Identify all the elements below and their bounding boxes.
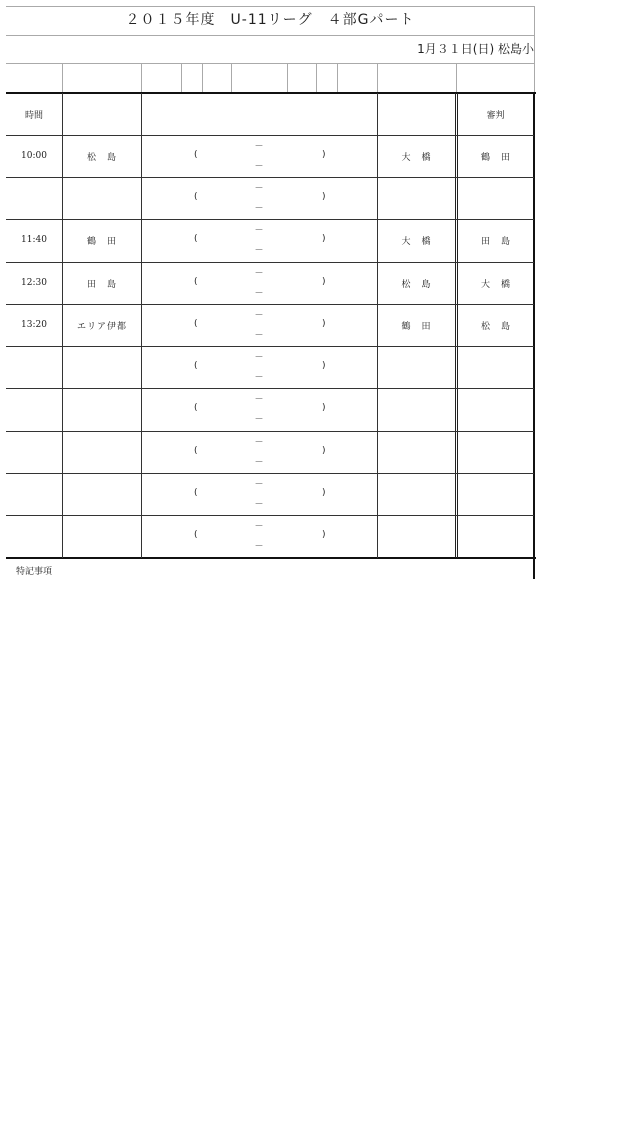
score-open-paren: ( <box>194 446 198 456</box>
team-b: 鶴 田 <box>401 321 432 332</box>
match-time: 11:40 <box>21 235 47 245</box>
referee <box>458 515 534 557</box>
team-b: 大 橋 <box>401 152 432 163</box>
match-time <box>6 473 62 515</box>
score-dash-top: － <box>254 269 264 279</box>
score-dash-top: － <box>254 480 264 490</box>
score-close-paren: ) <box>322 150 326 160</box>
team-b <box>378 431 455 473</box>
score-open-paren: ( <box>194 277 198 287</box>
score-dash-top: － <box>254 395 264 405</box>
score-close-paren: ) <box>322 530 326 540</box>
score-dash-bottom: － <box>254 373 264 383</box>
score-dash-top: － <box>254 438 264 448</box>
team-b <box>378 473 455 515</box>
team-a <box>63 388 141 430</box>
header-time: 時間 <box>24 110 43 121</box>
team-a: 田 島 <box>86 279 117 290</box>
score-dash-top: － <box>254 184 264 194</box>
date-venue: 1月３１日(日) 松島小 <box>417 42 534 56</box>
match-time: 12:30 <box>21 278 47 288</box>
team-b <box>378 515 455 557</box>
header-referee: 審判 <box>486 110 505 121</box>
score-close-paren: ) <box>322 234 326 244</box>
team-a <box>63 515 141 557</box>
score-open-paren: ( <box>194 150 198 160</box>
score-close-paren: ) <box>322 446 326 456</box>
match-time <box>6 515 62 557</box>
referee: 松 島 <box>480 321 511 332</box>
score-close-paren: ) <box>322 361 326 371</box>
score-dash-bottom: － <box>254 204 264 214</box>
score-close-paren: ) <box>322 277 326 287</box>
score-dash-bottom: － <box>254 246 264 256</box>
score-close-paren: ) <box>322 403 326 413</box>
team-a: 松 島 <box>86 152 117 163</box>
col-divider <box>141 93 142 558</box>
match-time: 10:00 <box>21 151 47 161</box>
score-dash-top: － <box>254 522 264 532</box>
score-dash-bottom: － <box>254 289 264 299</box>
score-open-paren: ( <box>194 234 198 244</box>
match-time <box>6 177 62 219</box>
referee <box>458 388 534 430</box>
score-open-paren: ( <box>194 403 198 413</box>
referee: 大 橋 <box>480 279 511 290</box>
team-b: 大 橋 <box>401 236 432 247</box>
score-dash-top: － <box>254 311 264 321</box>
score-dash-top: － <box>254 142 264 152</box>
match-time <box>6 388 62 430</box>
score-dash-bottom: － <box>254 458 264 468</box>
match-time <box>6 346 62 388</box>
referee <box>458 473 534 515</box>
team-a <box>63 346 141 388</box>
referee: 鶴 田 <box>480 152 511 163</box>
team-a <box>63 431 141 473</box>
score-dash-bottom: － <box>254 542 264 552</box>
team-b <box>378 388 455 430</box>
team-a <box>63 473 141 515</box>
score-dash-bottom: － <box>254 415 264 425</box>
score-dash-top: － <box>254 226 264 236</box>
referee: 田 島 <box>480 236 511 247</box>
referee <box>458 177 534 219</box>
team-a: 鶴 田 <box>86 236 117 247</box>
score-close-paren: ) <box>322 319 326 329</box>
score-open-paren: ( <box>194 530 198 540</box>
score-open-paren: ( <box>194 319 198 329</box>
team-a: エリア伊都 <box>76 321 127 332</box>
score-dash-bottom: － <box>254 500 264 510</box>
score-open-paren: ( <box>194 361 198 371</box>
team-b <box>378 346 455 388</box>
notes-label: 特記事項 <box>16 567 53 577</box>
match-time: 13:20 <box>21 320 47 330</box>
referee <box>458 346 534 388</box>
score-dash-top: － <box>254 353 264 363</box>
score-open-paren: ( <box>194 488 198 498</box>
score-close-paren: ) <box>322 192 326 202</box>
score-dash-bottom: － <box>254 162 264 172</box>
team-b: 松 島 <box>401 279 432 290</box>
score-close-paren: ) <box>322 488 326 498</box>
score-dash-bottom: － <box>254 331 264 341</box>
referee <box>458 431 534 473</box>
match-time <box>6 431 62 473</box>
team-b <box>378 177 455 219</box>
score-open-paren: ( <box>194 192 198 202</box>
sheet-title: ２０１５年度 U-11リーグ ４部Gパート <box>125 12 415 28</box>
team-a <box>63 177 141 219</box>
